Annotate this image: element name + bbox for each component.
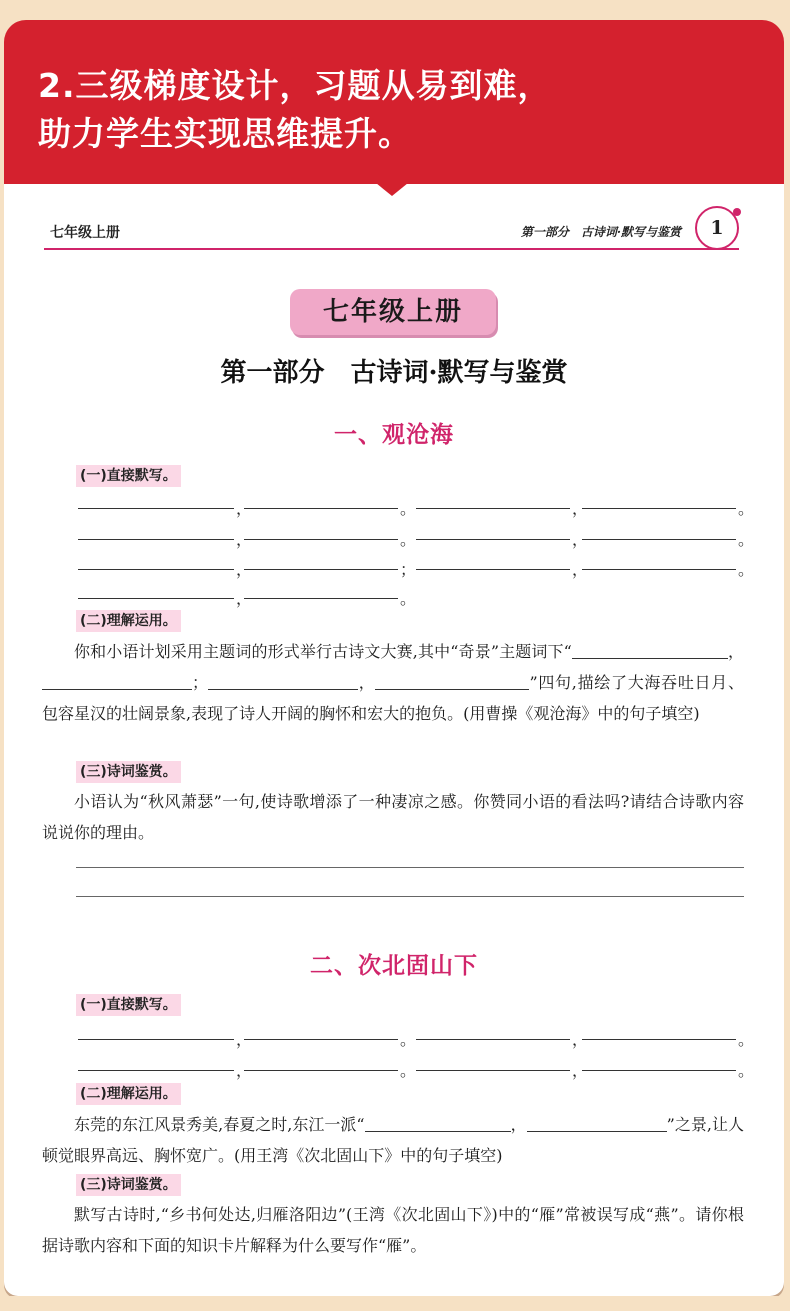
poem-title-ci-bei-gu-shan-xia: 二、次北固山下 bbox=[310, 953, 478, 979]
punctuation: ； bbox=[400, 560, 417, 579]
fill-blank[interactable] bbox=[416, 1039, 570, 1040]
question-tag-appreciation: (三)诗词鉴赏。 bbox=[76, 1174, 181, 1196]
punctuation: ， bbox=[236, 589, 253, 608]
header-part-label: 第一部分 古诗词·默写与鉴赏 bbox=[520, 225, 681, 239]
dictation-row bbox=[76, 494, 756, 516]
punctuation: ， bbox=[727, 642, 744, 661]
fill-blank[interactable] bbox=[42, 671, 192, 690]
fill-blank[interactable] bbox=[416, 508, 570, 509]
punctuation: 。 bbox=[400, 1030, 417, 1049]
question-paragraph-appreciation: 默写古诗时,“乡书何处达,归雁洛阳边”(王湾《次北固山下》)中的“雁”常被误写成“燕”。请你根据诗歌内容和下面的知识卡片解释为什么要写作“雁”。 bbox=[42, 1205, 744, 1255]
banner-pointer-icon bbox=[376, 183, 408, 196]
fill-blank[interactable] bbox=[582, 508, 736, 509]
punctuation: 。 bbox=[738, 530, 755, 549]
punctuation: ， bbox=[236, 1030, 253, 1049]
punctuation: ， bbox=[358, 673, 376, 692]
punctuation: ， bbox=[572, 1061, 589, 1080]
dictation-row bbox=[76, 1056, 756, 1078]
dictation-row bbox=[76, 525, 756, 547]
punctuation: ， bbox=[236, 560, 253, 579]
answer-line[interactable] bbox=[76, 867, 744, 868]
fill-blank[interactable] bbox=[244, 1070, 398, 1071]
page-number-dot-icon bbox=[733, 208, 741, 216]
running-header bbox=[44, 214, 739, 250]
punctuation: ， bbox=[236, 1061, 253, 1080]
punctuation: 。 bbox=[400, 530, 417, 549]
fill-blank[interactable] bbox=[416, 539, 570, 540]
question-paragraph-fill bbox=[42, 636, 744, 729]
fill-blank[interactable] bbox=[208, 671, 358, 690]
header-grade-label: 七年级上册 bbox=[50, 225, 120, 241]
fill-blank[interactable] bbox=[78, 598, 234, 599]
fill-blank[interactable] bbox=[365, 1113, 511, 1132]
punctuation: ， bbox=[572, 530, 589, 549]
punctuation: 。 bbox=[400, 589, 417, 608]
punctuation: ， bbox=[572, 560, 589, 579]
fill-blank[interactable] bbox=[244, 539, 398, 540]
question-tag-appreciation: (三)诗词鉴赏。 bbox=[76, 761, 181, 783]
fill-blank[interactable] bbox=[582, 569, 736, 570]
punctuation: ； bbox=[192, 673, 209, 692]
page-number: 1 bbox=[695, 206, 739, 250]
banner-headline-line1: 2.三级梯度设计，习题从易到难， bbox=[38, 66, 552, 105]
fill-blank[interactable] bbox=[244, 508, 398, 509]
question-tag-direct-dictation: (一)直接默写。 bbox=[76, 994, 181, 1016]
punctuation: ， bbox=[572, 1030, 589, 1049]
promo-banner bbox=[4, 20, 784, 185]
fill-blank[interactable] bbox=[78, 508, 234, 509]
question-tag-direct-dictation: (一)直接默写。 bbox=[76, 465, 181, 487]
fill-blank[interactable] bbox=[78, 1070, 234, 1071]
question-paragraph-fill bbox=[42, 1109, 744, 1171]
question-text: ”之景,让人顿觉眼界高远、胸怀宽广。(用王湾《次北固山下》中的句子填空) bbox=[42, 1115, 744, 1165]
punctuation: 。 bbox=[738, 560, 755, 579]
question-tag-understanding: (二)理解运用。 bbox=[76, 1083, 181, 1105]
fill-blank[interactable] bbox=[244, 1039, 398, 1040]
fill-blank[interactable] bbox=[78, 569, 234, 570]
fill-blank[interactable] bbox=[78, 1039, 234, 1040]
fill-blank[interactable] bbox=[582, 539, 736, 540]
question-text: 东莞的东江风景秀美,春夏之时,东江一派“ bbox=[74, 1115, 365, 1134]
question-text: 你和小语计划采用主题词的形式举行古诗文大赛,其中“奇景”主题词下“ bbox=[74, 642, 572, 661]
punctuation: ， bbox=[572, 499, 589, 518]
punctuation: ， bbox=[236, 499, 253, 518]
page-bottom-band bbox=[0, 1296, 790, 1311]
punctuation: ， bbox=[510, 1115, 527, 1134]
grade-title-badge: 七年级上册 bbox=[290, 289, 496, 335]
dictation-row bbox=[76, 555, 756, 577]
fill-blank[interactable] bbox=[244, 569, 398, 570]
punctuation: 。 bbox=[738, 499, 755, 518]
fill-blank[interactable] bbox=[582, 1070, 736, 1071]
question-text: ”四句,描绘了大海吞吐日月、包容星汉的壮阔景象,表现了诗人开阔的胸怀和宏大的抱负。(用曹操《观沧海》中的句子填空) bbox=[42, 673, 744, 723]
part-title: 第一部分 古诗词·默写与鉴赏 bbox=[220, 358, 568, 388]
fill-blank[interactable] bbox=[527, 1113, 667, 1132]
book-page bbox=[4, 184, 784, 1296]
fill-blank[interactable] bbox=[416, 1070, 570, 1071]
punctuation: 。 bbox=[400, 499, 417, 518]
fill-blank[interactable] bbox=[375, 671, 529, 690]
fill-blank[interactable] bbox=[244, 598, 398, 599]
fill-blank[interactable] bbox=[78, 539, 234, 540]
question-paragraph-appreciation: 小语认为“秋风萧瑟”一句,使诗歌增添了一种凄凉之感。你赞同小语的看法吗?请结合诗歌内容说说你的理由。 bbox=[42, 792, 744, 842]
poem-title-guan-cang-hai: 一、观沧海 bbox=[334, 422, 454, 448]
punctuation: 。 bbox=[400, 1061, 417, 1080]
dictation-row bbox=[76, 1025, 756, 1047]
punctuation: 。 bbox=[738, 1061, 755, 1080]
banner-headline-line2: 助力学生实现思维提升。 bbox=[38, 114, 412, 153]
answer-line[interactable] bbox=[76, 896, 744, 897]
dictation-row bbox=[76, 584, 756, 606]
fill-blank[interactable] bbox=[572, 640, 696, 659]
fill-blank[interactable] bbox=[416, 569, 570, 570]
punctuation: 。 bbox=[738, 1030, 755, 1049]
punctuation: ， bbox=[236, 530, 253, 549]
fill-blank[interactable] bbox=[696, 640, 728, 659]
fill-blank[interactable] bbox=[582, 1039, 736, 1040]
question-tag-understanding: (二)理解运用。 bbox=[76, 610, 181, 632]
